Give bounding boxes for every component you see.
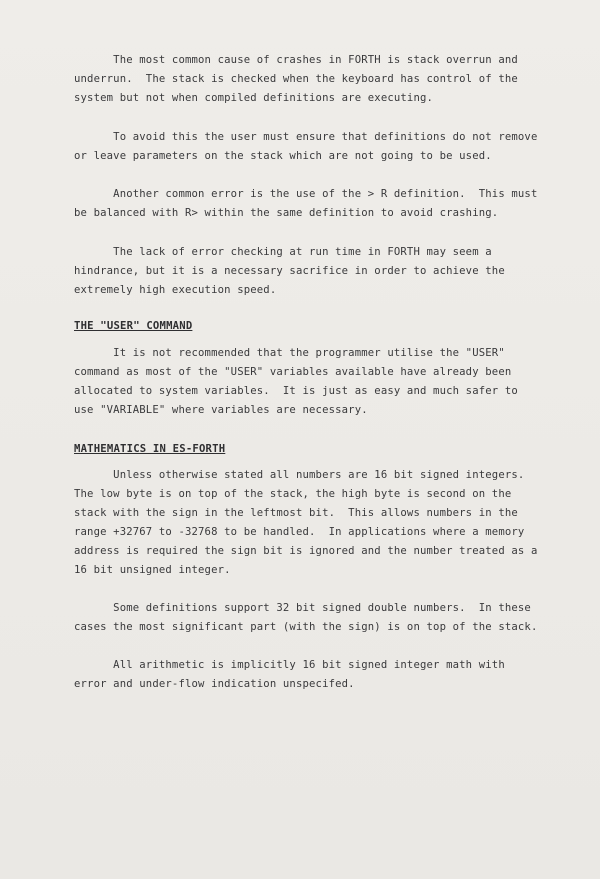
text-line: be balanced with R> within the same definition to avoid crashing. (74, 207, 499, 219)
section-heading-user-command: THE "USER" COMMAND (74, 320, 193, 332)
text-line: extremely high execution speed. (74, 284, 277, 296)
text-line: address is required the sign bit is ignored and the number treated as a (74, 545, 538, 557)
text-line: cases the most significant part (with the sign) is on top of the stack. (74, 621, 538, 633)
text-line: error and under-flow indication unspecifed. (74, 678, 355, 690)
text-line: use "VARIABLE" where variables are necessary. (74, 404, 368, 416)
text-line: All arithmetic is implicitly 16 bit signed integer math with (74, 659, 505, 671)
text-line: Some definitions support 32 bit signed double numbers. In these (74, 602, 531, 614)
text-line: allocated to system variables. It is just as easy and much safer to (74, 385, 518, 397)
text-line: 16 bit unsigned integer. (74, 564, 231, 576)
text-line: system but not when compiled definitions are executing. (74, 92, 434, 104)
text-line: It is not recommended that the programmer utilise the "USER" (74, 347, 505, 359)
paragraph-user-command (74, 344, 534, 420)
text-line: The lack of error checking at run time in FORTH may seem a (74, 246, 492, 258)
text-line: To avoid this the user must ensure that definitions do not remove (74, 131, 538, 143)
text-line: Unless otherwise stated all numbers are 16 bit signed integers. (74, 469, 525, 481)
paragraph-stack-crashes (74, 51, 534, 108)
text-line: range +32767 to -32768 to be handled. In applications where a memory (74, 526, 525, 538)
text-line: hindrance, but it is a necessary sacrifice in order to achieve the (74, 265, 505, 277)
text-line: stack with the sign in the leftmost bit. This allows numbers in the (74, 507, 518, 519)
text-line: command as most of the "USER" variables available have already been (74, 366, 512, 378)
paragraph-avoid-crash (74, 128, 538, 166)
section-heading-mathematics: MATHEMATICS IN ES-FORTH (74, 443, 226, 455)
paragraph-r-definition (74, 185, 538, 223)
paragraph-number-format (74, 466, 538, 580)
paragraph-double-numbers (74, 599, 538, 637)
paragraph-error-checking (74, 243, 534, 300)
text-line: The low byte is on top of the stack, the high byte is second on the (74, 488, 512, 500)
text-line: underrun. The stack is checked when the keyboard has control of the (74, 73, 518, 85)
text-line: The most common cause of crashes in FORTH is stack overrun and (74, 54, 518, 66)
paragraph-arithmetic (74, 656, 534, 694)
text-line: or leave parameters on the stack which are not going to be used. (74, 150, 492, 162)
text-line: Another common error is the use of the > R definition. This must (74, 188, 538, 200)
